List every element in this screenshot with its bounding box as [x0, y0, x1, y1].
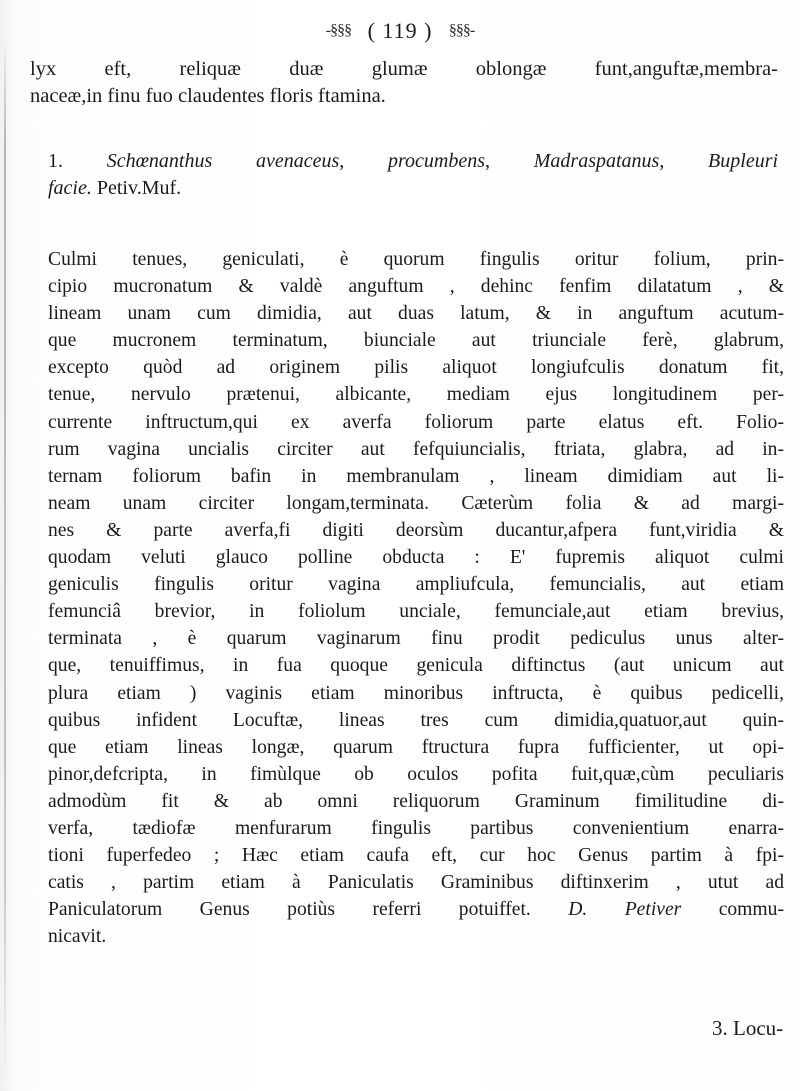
text-line: admodùm fit & ab omni reliquorum Graminum fimilitudine di-	[48, 790, 784, 812]
text-line: catis , partim etiam à Paniculatis Graminibus diftinxerim , utut ad	[48, 872, 784, 894]
text-line: nes & parte averfa,fi digiti deorsùm ducantur,afpera funt,viridia &	[48, 519, 784, 541]
text-line: excepto quòd ad originem pilis aliquot longiufculis donatum fit,	[48, 357, 784, 379]
text-line: geniculis fingulis oritur vagina ampliufcula, femuncialis, aut etiam	[48, 574, 784, 596]
text-line: tenue, nervulo prætenui, albicante, mediam ejus longitudinem per-	[48, 384, 784, 406]
text-line: terminata , è quarum vaginarum finu prodit pediculus unus alter-	[48, 628, 784, 650]
description-paragraph	[48, 246, 784, 950]
text-line: cipio mucronatum & valdè anguftum , dehinc fenfim dilatatum , &	[48, 276, 784, 298]
text-line: plura etiam ) vaginis etiam minoribus inftructa, è quibus pedicelli,	[48, 682, 784, 704]
species-epithet: facie.	[48, 177, 92, 199]
text-line: neam unam circiter longam,terminata. Cæterùm folia & ad margi-	[48, 492, 784, 514]
page-header	[0, 16, 800, 44]
species-epithet: procumbens	[388, 150, 486, 172]
species-epithet: Bupleuri	[708, 150, 779, 172]
text-line: que etiam lineas longæ, quarum ftructura fupra fufficienter, ut opi-	[48, 736, 784, 758]
catchword: 3. Locu-	[712, 1016, 784, 1040]
text-line	[48, 896, 784, 923]
text-fragment: commu-	[681, 899, 784, 921]
text-line: rum vagina uncialis circiter aut fefquiuncialis, ftriata, glabra, ad in-	[48, 438, 784, 460]
text-line: lyx eft, reliquæ duæ glumæ oblongæ funt,anguftæ,membra-	[30, 58, 778, 80]
text-fragment: Paniculatorum Genus potiùs referri potuiffet.	[48, 899, 531, 921]
text-line: Culmi tenues, geniculati, è quorum fingulis oritur folium, prin-	[48, 249, 784, 270]
page-number: ( 119 )	[367, 17, 433, 43]
text-line: naceæ,in finu fuo claudentes floris ftamina.	[30, 85, 386, 107]
text-line: currente inftructum,qui ex averfa foliorum parte elatus eft. Folio-	[48, 411, 784, 433]
text-line: lineam unam cum dimidia, aut duas latum, & in anguftum acutum-	[48, 303, 784, 325]
species-heading	[48, 148, 778, 202]
separator: ,	[339, 150, 388, 172]
species-line-2	[48, 175, 778, 202]
separator: ,	[485, 150, 534, 172]
text-line: verfa, tædiofæ menfurarum fingulis partibus convenientium enarra-	[48, 817, 784, 839]
species-line-1	[48, 148, 778, 175]
text-line: quodam veluti glauco polline obducta : E' fupremis aliquot culmi	[48, 547, 784, 569]
species-number: 1.	[48, 150, 63, 172]
separator: ,	[659, 150, 709, 172]
text-line: que mucronem terminatum, biunciale aut triunciale ferè, glabrum,	[48, 330, 784, 352]
text-line: nicavit.	[48, 926, 107, 948]
text-line: tioni fuperfedeo ; Hæc etiam caufa eft, cur hoc Genus partim à fpi-	[48, 845, 784, 867]
text-line: femunciâ brevior, in foliolum unciale, femunciale,aut etiam brevius,	[48, 601, 784, 623]
species-name: Schœnanthus avenaceus	[106, 150, 340, 172]
species-epithet: Madraspatanus	[533, 150, 660, 172]
text-line: pinor,defcripta, in fimùlque ob oculos pofita fuit,quæ,cùm peculiaris	[48, 763, 784, 785]
ornament-left: -§§§	[325, 21, 352, 39]
text-line: ternam foliorum bafin in membranulam , lineam dimidiam aut li-	[48, 465, 784, 487]
text-line: que, tenuiffimus, in fua quoque genicula diftinctus (aut unicum aut	[48, 655, 784, 677]
binding-shadow	[4, 40, 6, 1080]
text-line: quibus infident Locuftæ, lineas tres cum dimidia,quatuor,aut quin-	[48, 709, 784, 731]
author-name: D. Petiver	[568, 899, 682, 921]
species-citation: Petiv.Muf.	[91, 177, 182, 199]
intro-paragraph	[30, 56, 778, 110]
ornament-right: §§§-	[448, 21, 475, 39]
